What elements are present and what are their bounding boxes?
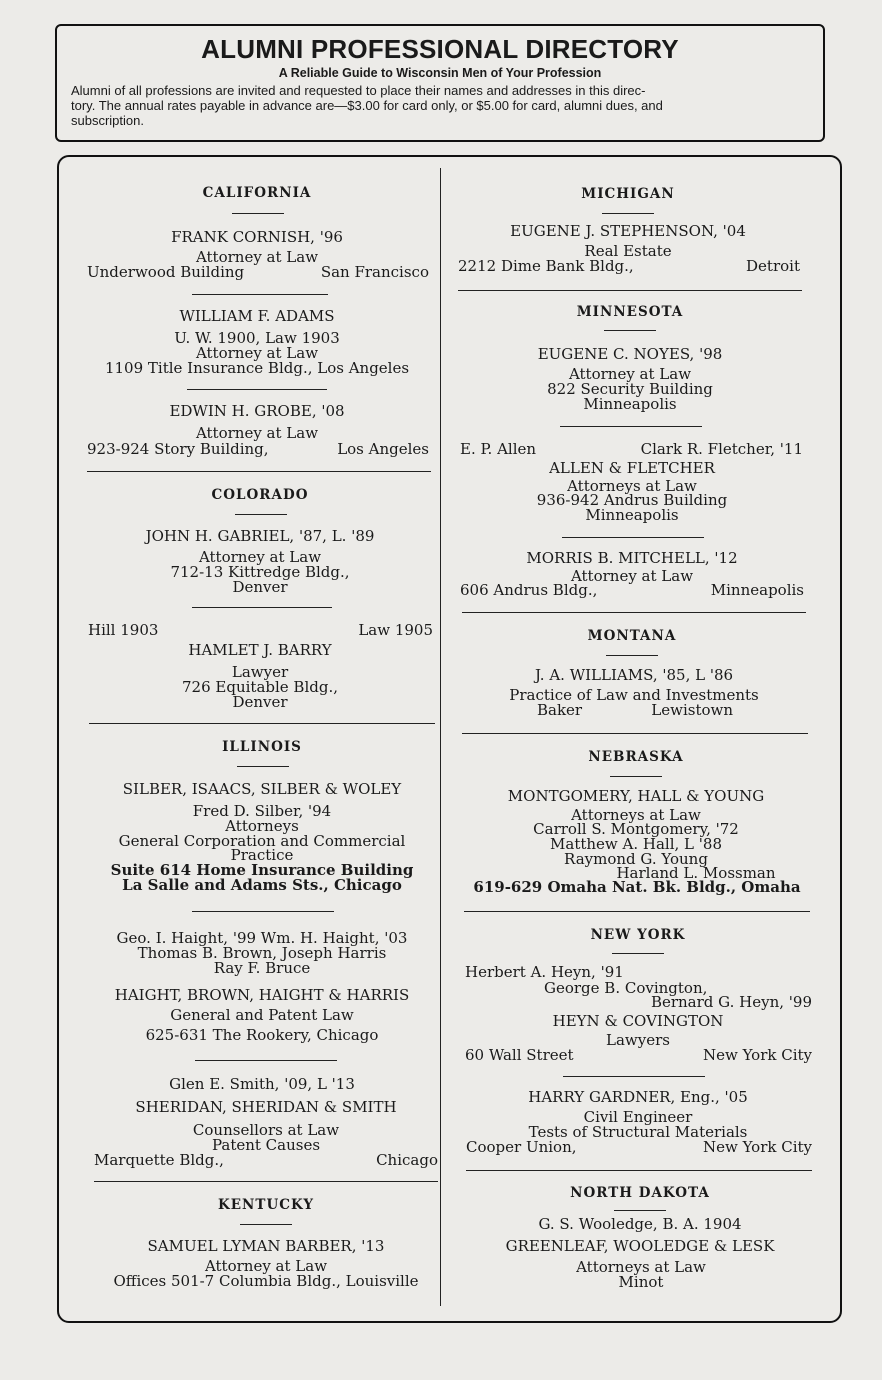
listing-member: E. P. Allen (460, 440, 537, 458)
listing-role: Counsellors at Law (192, 1121, 340, 1139)
short-rule (240, 1224, 292, 1225)
state-heading-kentucky: KENTUCKY (218, 1197, 314, 1213)
listing-name: FRANK CORNISH, '96 (171, 228, 343, 246)
listing-role: Attorneys (225, 817, 299, 835)
listing-role: Attorney at Law (195, 424, 319, 442)
listing-member: Bernard G. Heyn, '99 (650, 993, 812, 1011)
listing-address: 1109 Title Insurance Bldg., Los Angeles (104, 359, 410, 377)
state-heading-nebraska: NEBRASKA (588, 749, 684, 765)
listing-city: New York City (702, 1138, 812, 1156)
listing-practice: Practice (230, 846, 294, 864)
listing-address: 625-631 The Rookery, Chicago (145, 1026, 379, 1044)
listing-member: Glen E. Smith, '09, L '13 (169, 1075, 355, 1093)
listing-role: Attorney at Law (195, 248, 319, 266)
listing-degree-left: Hill 1903 (88, 621, 159, 639)
listing-firm: SHERIDAN, SHERIDAN & SMITH (135, 1098, 397, 1116)
listing-role: Real Estate (584, 242, 672, 260)
listing-member: Carroll S. Montgomery, '72 (533, 820, 739, 838)
intro-line-1: Alumni of all professions are invited and requested to place their names and addresses in this direc- (71, 83, 646, 98)
entry-rule (560, 426, 702, 427)
section-rule (89, 723, 435, 724)
column-divider (440, 168, 441, 1306)
listing-address: 822 Security Building (547, 380, 713, 398)
listing-address: 726 Equitable Bldg., (182, 678, 338, 696)
listing-practice: General Corporation and Commercial (118, 832, 406, 850)
listing-practice: Patent Causes (211, 1136, 321, 1154)
short-rule (612, 953, 664, 954)
listing-address: Offices 501-7 Columbia Bldg., Louisville (113, 1272, 419, 1290)
listing-firm: GREENLEAF, WOOLEDGE & LESK (505, 1237, 775, 1255)
listing-name: SAMUEL LYMAN BARBER, '13 (147, 1237, 385, 1255)
state-heading-montana: MONTANA (587, 628, 677, 644)
section-rule (87, 471, 431, 472)
short-rule (614, 1210, 666, 1211)
listing-firm: MONTGOMERY, HALL & YOUNG (507, 787, 765, 805)
listing-city: Denver (232, 693, 288, 711)
listing-address: 923-924 Story Building, (87, 440, 269, 458)
state-heading-new-york: NEW YORK (590, 927, 686, 943)
listing-address: 606 Andrus Bldg., (460, 581, 598, 599)
intro-text (71, 83, 813, 128)
listing-member: Raymond G. Young (564, 850, 708, 868)
listing-name: J. A. WILLIAMS, '85, L '86 (534, 666, 734, 684)
listing-member: Harland L. Mossman (616, 864, 776, 882)
page-title: ALUMNI PROFESSIONAL DIRECTORY (201, 34, 679, 64)
listing-address: 619-629 Omaha Nat. Bk. Bldg., Omaha (473, 878, 801, 896)
listing-role: Attorney at Law (195, 344, 319, 362)
entry-rule (562, 537, 704, 538)
entry-rule (192, 294, 328, 295)
page-subtitle: A Reliable Guide to Wisconsin Men of Your Profession (278, 66, 602, 80)
entry-rule (563, 1076, 705, 1077)
section-rule (466, 1170, 812, 1171)
short-rule (606, 655, 658, 656)
listing-address: La Salle and Adams Sts., Chicago (122, 876, 402, 894)
state-heading-minnesota: MINNESOTA (576, 304, 684, 320)
directory-header (55, 24, 825, 142)
listing-name: HARRY GARDNER, Eng., '05 (528, 1088, 748, 1106)
listing-city: San Francisco (320, 263, 429, 281)
listing-firm: SILBER, ISAACS, SILBER & WOLEY (122, 780, 402, 798)
listing-member: Geo. I. Haight, '99 Wm. H. Haight, '03 (116, 929, 408, 947)
listing-city: Minneapolis (585, 506, 679, 524)
listing-name: WILLIAM F. ADAMS (179, 307, 335, 325)
short-rule (235, 514, 287, 515)
listing-member: Fred D. Silber, '94 (192, 802, 332, 820)
short-rule (604, 330, 656, 331)
listing-firm: HAIGHT, BROWN, HAIGHT & HARRIS (114, 986, 410, 1004)
listing-address: 936-942 Andrus Building (536, 491, 728, 509)
listing-member: Matthew A. Hall, L '88 (550, 835, 722, 853)
listing-city: Lewistown (651, 701, 733, 719)
listing-role: Attorneys at Law (576, 1258, 706, 1276)
listing-address: Underwood Building (87, 263, 245, 281)
listing-city: Minneapolis (583, 395, 677, 413)
state-heading-colorado: COLORADO (211, 487, 309, 503)
listing-city: Baker (537, 701, 583, 719)
state-heading-north-dakota: NORTH DAKOTA (570, 1185, 710, 1201)
listing-address: Suite 614 Home Insurance Building (110, 861, 414, 879)
listing-member: Clark R. Fletcher, '11 (640, 440, 803, 458)
listing-city: Los Angeles (337, 440, 429, 458)
listing-address: Cooper Union, (466, 1138, 577, 1156)
state-heading-illinois: ILLINOIS (222, 739, 302, 755)
listing-name: HAMLET J. BARRY (188, 641, 332, 659)
section-rule (94, 1181, 438, 1182)
section-rule (462, 612, 806, 613)
listing-role: Attorney at Law (204, 1257, 328, 1275)
listing-address: Marquette Bldg., (94, 1151, 224, 1169)
listing-address: 60 Wall Street (465, 1046, 574, 1064)
listing-role: Civil Engineer (583, 1108, 693, 1126)
listing-role: Practice of Law and Investments (509, 686, 759, 704)
short-rule (602, 213, 654, 214)
listing-city: Chicago (376, 1151, 438, 1169)
entry-rule (195, 1060, 337, 1061)
entry-rule (187, 389, 327, 390)
listing-role: Lawyers (606, 1031, 670, 1049)
listing-city: Denver (232, 578, 288, 596)
listing-name: EDWIN H. GROBE, '08 (169, 402, 345, 420)
listing-city: Detroit (746, 257, 800, 275)
section-rule (462, 733, 808, 734)
short-rule (232, 213, 284, 214)
entry-rule (192, 607, 332, 608)
listing-name: EUGENE C. NOYES, '98 (537, 345, 723, 363)
listing-name: EUGENE J. STEPHENSON, '04 (510, 222, 746, 240)
listing-address: 712-13 Kittredge Bldg., (170, 563, 350, 581)
listing-role: Attorneys at Law (567, 477, 697, 495)
listing-city: New York City (702, 1046, 812, 1064)
intro-line-3: subscription. (71, 113, 144, 128)
short-rule (237, 766, 289, 767)
listing-role: Attorney at Law (570, 567, 694, 585)
listing-firm: ALLEN & FLETCHER (549, 459, 715, 477)
listing-role: Lawyer (231, 663, 289, 681)
listing-member: Ray F. Bruce (213, 959, 311, 977)
intro-line-2: tory. The annual rates payable in advance are—$3.00 for card only, or $5.00 for card, alumni dues, and (71, 98, 663, 113)
listing-name: MORRIS B. MITCHELL, '12 (526, 549, 738, 567)
state-heading-california: CALIFORNIA (202, 185, 312, 201)
listing-name: JOHN H. GABRIEL, '87, L. '89 (145, 527, 375, 545)
listing-member: George B. Covington, (544, 979, 708, 997)
listing-city: Minot (618, 1273, 664, 1291)
listing-member: G. S. Wooledge, B. A. 1904 (538, 1215, 742, 1233)
state-heading-michigan: MICHIGAN (581, 186, 675, 202)
section-rule (464, 911, 810, 912)
listing-description: Tests of Structural Materials (528, 1123, 748, 1141)
listing-degree-right: Law 1905 (358, 621, 433, 639)
entry-rule (192, 911, 334, 912)
listing-city: Minneapolis (710, 581, 804, 599)
listing-member: Thomas B. Brown, Joseph Harris (137, 944, 387, 962)
listing-address: 2212 Dime Bank Bldg., (458, 257, 634, 275)
listing-role: Attorney at Law (198, 548, 322, 566)
listing-firm: HEYN & COVINGTON (552, 1012, 724, 1030)
listing-role: Attorneys at Law (571, 806, 701, 824)
short-rule (610, 776, 662, 777)
listing-role: Attorney at Law (568, 365, 692, 383)
listing-degrees: U. W. 1900, Law 1903 (174, 329, 340, 347)
section-rule (458, 290, 802, 291)
listing-member: Herbert A. Heyn, '91 (465, 963, 624, 981)
listing-role: General and Patent Law (170, 1006, 354, 1024)
